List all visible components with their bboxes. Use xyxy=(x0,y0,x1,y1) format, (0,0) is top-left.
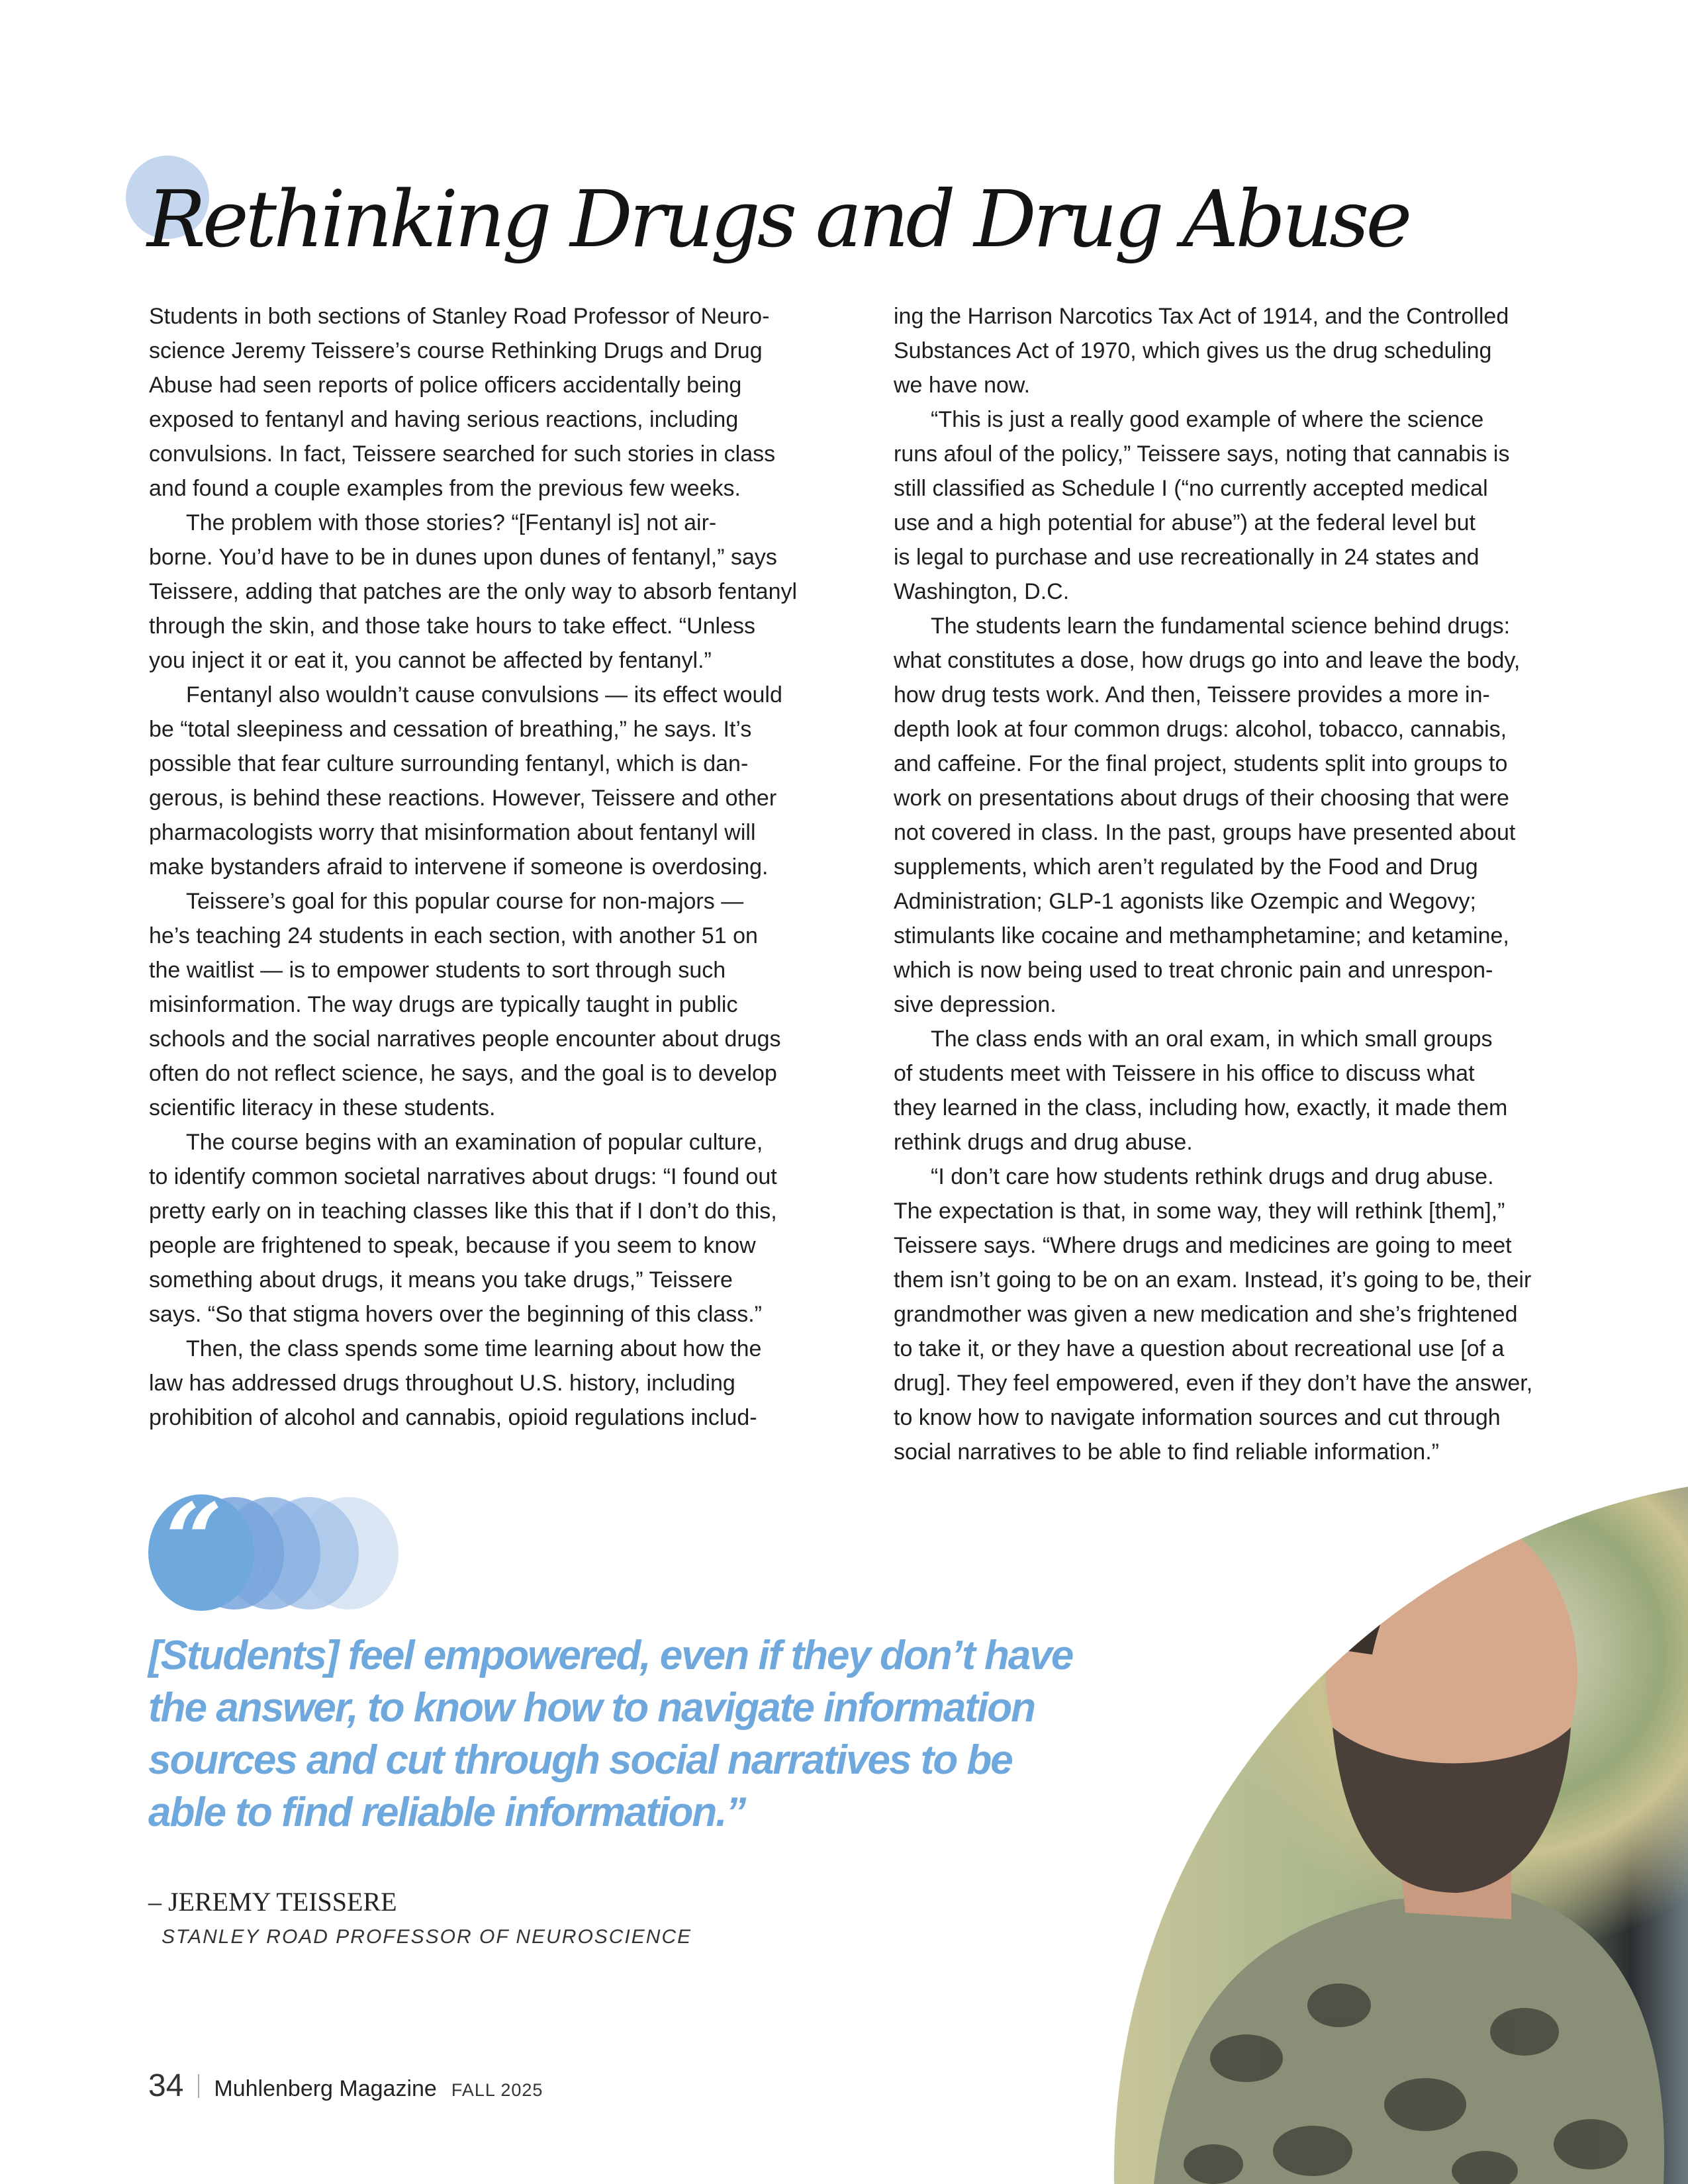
article-title: Rethinking Drugs and Drug Abuse xyxy=(147,173,1409,265)
text-line: pretty early on in teaching classes like this that if I don’t do this, xyxy=(149,1199,777,1224)
text-line: depth look at four common drugs: alcohol, tobacco, cannabis, xyxy=(894,717,1507,742)
text-line: Teissere’s goal for this popular course for non-majors — xyxy=(186,889,744,914)
text-line: use and a high potential for abuse”) at the federal level but xyxy=(894,510,1476,535)
text-line: you inject it or eat it, you cannot be affected by fentanyl.” xyxy=(149,648,712,673)
text-line: make bystanders afraid to intervene if someone is overdosing. xyxy=(149,854,769,880)
text-line: them isn’t going to be on an exam. Instead, it’s going to be, their xyxy=(894,1267,1532,1293)
text-line: to identify common societal narratives about drugs: “I found out xyxy=(149,1164,777,1189)
paragraph xyxy=(149,1332,851,1435)
text-line: law has addressed drugs throughout U.S. history, including xyxy=(149,1371,735,1396)
right-column xyxy=(894,299,1595,1469)
text-line: which is now being used to treat chronic pain and unrespon- xyxy=(894,958,1493,983)
left-column xyxy=(149,299,851,1435)
text-line: rethink drugs and drug abuse. xyxy=(894,1130,1193,1155)
text-line: through the skin, and those take hours to take effect. “Unless xyxy=(149,614,756,639)
pull-quote-line: sources and cut through social narratives to be xyxy=(148,1737,1012,1783)
text-line: work on presentations about drugs of their choosing that were xyxy=(894,786,1509,811)
text-line: gerous, is behind these reactions. However, Teissere and other xyxy=(149,786,777,811)
paragraph xyxy=(894,1160,1595,1469)
text-line: grandmother was given a new medication and she’s frightened xyxy=(894,1302,1518,1327)
text-line: Teissere, adding that patches are the only way to absorb fentanyl xyxy=(149,579,798,604)
quote-mark-icon: “ xyxy=(165,1482,223,1598)
paragraph xyxy=(149,506,851,678)
text-line: exposed to fentanyl and having serious reactions, including xyxy=(149,407,739,432)
text-line: often do not reflect science, he says, and the goal is to develop xyxy=(149,1061,777,1086)
text-line: is legal to purchase and use recreationally in 24 states and xyxy=(894,545,1479,570)
attribution-name: – JEREMY TEISSERE xyxy=(148,1887,397,1917)
text-line: The course begins with an examination of popular culture, xyxy=(186,1130,763,1155)
quote-circle xyxy=(148,1482,254,1611)
text-line: Washington, D.C. xyxy=(894,579,1070,604)
text-line: he’s teaching 24 students in each section, with another 51 on xyxy=(149,923,758,948)
text-line: people are frightened to speak, because if you seem to know xyxy=(149,1233,756,1258)
issue-season: FALL 2025 xyxy=(451,2080,543,2100)
pull-quote xyxy=(148,1629,1072,1839)
text-line: stimulants like cocaine and methamphetamine; and ketamine, xyxy=(894,923,1509,948)
paragraph xyxy=(894,609,1595,1022)
footer-divider xyxy=(198,2074,199,2098)
text-line: not covered in class. In the past, groups have presented about xyxy=(894,820,1516,845)
text-line: schools and the social narratives people encounter about drugs xyxy=(149,1026,781,1052)
paragraph xyxy=(149,299,851,506)
text-line: to take it, or they have a question about recreational use [of a xyxy=(894,1336,1505,1361)
magazine-name: Muhlenberg Magazine xyxy=(214,2076,437,2101)
text-line: Administration; GLP-1 agonists like Ozempic and Wegovy; xyxy=(894,889,1476,914)
text-line: pharmacologists worry that misinformation about fentanyl will xyxy=(149,820,756,845)
page-footer xyxy=(148,2068,543,2104)
text-line: The class ends with an oral exam, in which small groups xyxy=(931,1026,1493,1052)
text-line: prohibition of alcohol and cannabis, opioid regulations includ- xyxy=(149,1405,757,1430)
text-line: drug]. They feel empowered, even if they don’t have the answer, xyxy=(894,1371,1533,1396)
text-line: “This is just a really good example of where the science xyxy=(931,407,1484,432)
pull-quote-line: able to find reliable information.” xyxy=(148,1790,745,1835)
text-line: and caffeine. For the final project, students split into groups to xyxy=(894,751,1508,776)
page-number: 34 xyxy=(148,2068,184,2103)
text-line: runs afoul of the policy,” Teissere says, noting that cannabis is xyxy=(894,441,1510,467)
paragraph xyxy=(894,402,1595,609)
pull-quote-line: [Students] feel empowered, even if they don’t have xyxy=(148,1633,1073,1678)
text-line: Abuse had seen reports of police officers accidentally being xyxy=(149,373,742,398)
text-line: Then, the class spends some time learning about how the xyxy=(186,1336,762,1361)
person-illustration xyxy=(1114,1476,1688,2184)
text-line: says. “So that stigma hovers over the beginning of this class.” xyxy=(149,1302,763,1327)
text-line: supplements, which aren’t regulated by the Food and Drug xyxy=(894,854,1478,880)
paragraph xyxy=(149,1125,851,1332)
text-line: convulsions. In fact, Teissere searched for such stories in class xyxy=(149,441,776,467)
text-line: be “total sleepiness and cessation of breathing,” he says. It’s xyxy=(149,717,752,742)
text-line: they learned in the class, including how, exactly, it made them xyxy=(894,1095,1508,1120)
text-line: the waitlist — is to empower students to sort through such xyxy=(149,958,726,983)
paragraph xyxy=(149,678,851,884)
text-line: “I don’t care how students rethink drugs and drug abuse. xyxy=(931,1164,1494,1189)
text-line: what constitutes a dose, how drugs go into and leave the body, xyxy=(894,648,1521,673)
paragraph xyxy=(894,1022,1595,1160)
text-line: science Jeremy Teissere’s course Rethinking Drugs and Drug xyxy=(149,338,763,363)
text-line: possible that fear culture surrounding fentanyl, which is dan- xyxy=(149,751,749,776)
paragraph xyxy=(894,299,1595,402)
text-line: Students in both sections of Stanley Road Professor of Neuro- xyxy=(149,304,770,329)
text-line: scientific literacy in these students. xyxy=(149,1095,496,1120)
attribution-title: STANLEY ROAD PROFESSOR OF NEUROSCIENCE xyxy=(162,1926,692,1948)
text-line: social narratives to be able to find reliable information.” xyxy=(894,1439,1439,1465)
text-line: The expectation is that, in some way, they will rethink [them],” xyxy=(894,1199,1505,1224)
text-line: still classified as Schedule I (“no currently accepted medical xyxy=(894,476,1488,501)
text-line: misinformation. The way drugs are typically taught in public xyxy=(149,992,738,1017)
text-line: borne. You’d have to be in dunes upon dunes of fentanyl,” says xyxy=(149,545,777,570)
paragraph xyxy=(149,884,851,1125)
pull-quote-line: the answer, to know how to navigate information xyxy=(148,1685,1035,1731)
text-line: and found a couple examples from the previous few weeks. xyxy=(149,476,741,501)
text-line: Substances Act of 1970, which gives us the drug scheduling xyxy=(894,338,1492,363)
text-line: ing the Harrison Narcotics Tax Act of 1914, and the Controlled xyxy=(894,304,1509,329)
text-line: to know how to navigate information sources and cut through xyxy=(894,1405,1501,1430)
portrait-photo xyxy=(1114,1476,1688,2184)
text-line: The problem with those stories? “[Fentanyl is] not air- xyxy=(186,510,717,535)
text-line: how drug tests work. And then, Teissere provides a more in- xyxy=(894,682,1490,707)
text-line: of students meet with Teissere in his office to discuss what xyxy=(894,1061,1475,1086)
text-line: something about drugs, it means you take drugs,” Teissere xyxy=(149,1267,733,1293)
text-line: Fentanyl also wouldn’t cause convulsions — its effect would xyxy=(186,682,782,707)
text-line: Teissere says. “Where drugs and medicines are going to meet xyxy=(894,1233,1512,1258)
text-line: we have now. xyxy=(894,373,1031,398)
quote-icon xyxy=(148,1482,466,1616)
text-line: The students learn the fundamental science behind drugs: xyxy=(931,614,1511,639)
text-line: sive depression. xyxy=(894,992,1056,1017)
